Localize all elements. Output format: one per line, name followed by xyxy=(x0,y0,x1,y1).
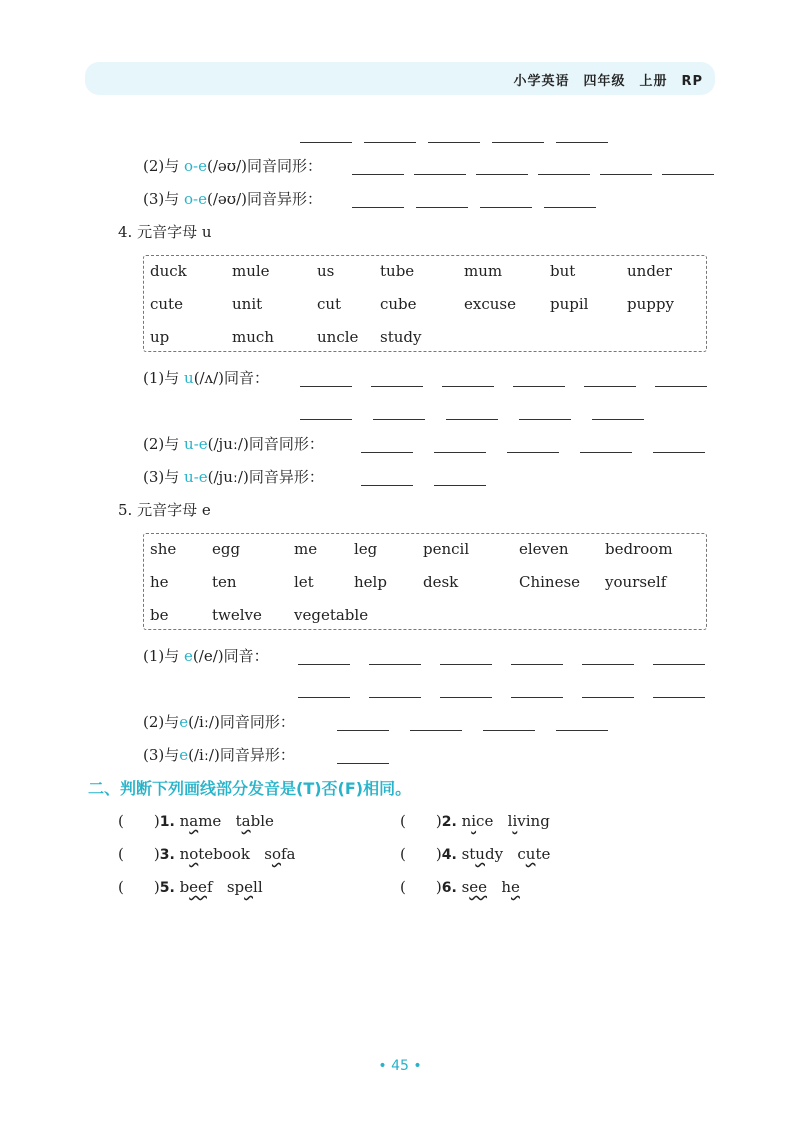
answer-blank[interactable] xyxy=(653,664,705,665)
word: duck xyxy=(150,262,187,280)
word: mum xyxy=(464,262,503,280)
word: me xyxy=(294,540,318,558)
tf-item-3: ( )3. notebook sofa xyxy=(118,845,296,863)
answer-blank[interactable] xyxy=(513,386,565,387)
answer-paren[interactable]: ( ) xyxy=(118,878,160,896)
word: study xyxy=(380,328,422,346)
answer-blank[interactable] xyxy=(653,697,705,698)
e-q1-line: (1)与 e(/e/)同音： xyxy=(143,647,269,665)
tf-item-2: ( )2. nice living xyxy=(400,812,550,830)
answer-blank[interactable] xyxy=(655,386,707,387)
word: puppy xyxy=(627,295,674,313)
answer-blank[interactable] xyxy=(440,664,492,665)
answer-blank[interactable] xyxy=(556,730,608,731)
answer-blank[interactable] xyxy=(352,207,404,208)
word: desk xyxy=(423,573,459,591)
o-q3-line: (3)与 o-e(/əʊ/)同音异形： xyxy=(143,190,323,208)
answer-blank[interactable] xyxy=(414,174,466,175)
word: much xyxy=(232,328,274,346)
page-number: • 45 • xyxy=(378,1058,422,1074)
answer-blank[interactable] xyxy=(298,697,350,698)
answer-blank[interactable] xyxy=(556,142,608,143)
o-q2-line: (2)与 o-e(/əʊ/)同音同形： xyxy=(143,157,323,175)
word: excuse xyxy=(464,295,516,313)
u-word-box xyxy=(143,255,707,352)
word: twelve xyxy=(212,606,262,624)
answer-blank[interactable] xyxy=(653,452,705,453)
answer-blank[interactable] xyxy=(538,174,590,175)
word: but xyxy=(550,262,576,280)
answer-blank[interactable] xyxy=(582,697,634,698)
answer-blank[interactable] xyxy=(410,730,462,731)
answer-blank[interactable] xyxy=(519,419,571,420)
word: let xyxy=(294,573,314,591)
answer-blank[interactable] xyxy=(580,452,632,453)
word: eleven xyxy=(519,540,569,558)
answer-blank[interactable] xyxy=(446,419,498,420)
answer-blank[interactable] xyxy=(352,174,404,175)
answer-blank[interactable] xyxy=(300,142,352,143)
answer-blank[interactable] xyxy=(434,452,486,453)
answer-blank[interactable] xyxy=(298,664,350,665)
answer-blank[interactable] xyxy=(544,207,596,208)
word: us xyxy=(317,262,335,280)
word: cute xyxy=(150,295,183,313)
word: yourself xyxy=(605,573,667,591)
answer-blank[interactable] xyxy=(480,207,532,208)
word: bedroom xyxy=(605,540,673,558)
answer-blank[interactable] xyxy=(361,485,413,486)
e-q3-line: (3)与e(/iː/)同音异形： xyxy=(143,746,295,764)
answer-blank[interactable] xyxy=(492,142,544,143)
word: uncle xyxy=(317,328,359,346)
answer-blank[interactable] xyxy=(416,207,468,208)
answer-blank[interactable] xyxy=(584,386,636,387)
word: mule xyxy=(232,262,270,280)
answer-paren[interactable]: ( ) xyxy=(400,878,442,896)
answer-blank[interactable] xyxy=(364,142,416,143)
word: up xyxy=(150,328,170,346)
answer-paren[interactable]: ( ) xyxy=(400,845,442,863)
section-2-title: 二、判断下列画线部分发音是(T)否(F)相同。 xyxy=(88,779,412,798)
word: Chinese xyxy=(519,573,581,591)
answer-blank[interactable] xyxy=(592,419,644,420)
word: vegetable xyxy=(294,606,369,624)
word: she xyxy=(150,540,177,558)
word: ten xyxy=(212,573,237,591)
answer-blank[interactable] xyxy=(371,386,423,387)
answer-blank[interactable] xyxy=(428,142,480,143)
word: he xyxy=(150,573,169,591)
answer-blank[interactable] xyxy=(361,452,413,453)
answer-blank[interactable] xyxy=(600,174,652,175)
tf-item-4: ( )4. study cute xyxy=(400,845,551,863)
word: egg xyxy=(212,540,241,558)
answer-paren[interactable]: ( ) xyxy=(400,812,442,830)
word: cut xyxy=(317,295,342,313)
u-q2-line: (2)与 u-e(/juː/)同音同形： xyxy=(143,435,324,453)
tf-item-6: ( )6. see he xyxy=(400,878,520,896)
header-title: 小学英语 四年级 上册 RP xyxy=(513,74,703,89)
u-q3-line: (3)与 u-e(/juː/)同音异形： xyxy=(143,468,324,486)
answer-blank[interactable] xyxy=(440,697,492,698)
word: leg xyxy=(354,540,378,558)
word: pencil xyxy=(423,540,470,558)
answer-blank[interactable] xyxy=(483,730,535,731)
answer-blank[interactable] xyxy=(582,664,634,665)
word: under xyxy=(627,262,672,280)
e-q2-line: (2)与e(/iː/)同音同形： xyxy=(143,713,295,731)
answer-blank[interactable] xyxy=(511,697,563,698)
answer-blank[interactable] xyxy=(511,664,563,665)
u-q1-line: (1)与 u(/ʌ/)同音： xyxy=(143,369,270,387)
word: cube xyxy=(380,295,417,313)
page-header xyxy=(85,62,715,95)
answer-paren[interactable]: ( ) xyxy=(118,845,160,863)
tf-item-1: ( )1. name table xyxy=(118,812,274,830)
answer-blank[interactable] xyxy=(337,763,389,764)
answer-blank[interactable] xyxy=(434,485,486,486)
answer-blank[interactable] xyxy=(662,174,714,175)
section-4-title: 4. 元音字母 u xyxy=(118,223,212,241)
answer-blank[interactable] xyxy=(476,174,528,175)
section-5-title: 5. 元音字母 e xyxy=(118,501,211,519)
word: be xyxy=(150,606,169,624)
word: unit xyxy=(232,295,263,313)
answer-blank[interactable] xyxy=(300,419,352,420)
answer-blank[interactable] xyxy=(369,697,421,698)
e-word-box xyxy=(143,533,707,630)
answer-blank[interactable] xyxy=(442,386,494,387)
tf-item-5: ( )5. beef spell xyxy=(118,878,263,896)
answer-blank[interactable] xyxy=(507,452,559,453)
answer-paren[interactable]: ( ) xyxy=(118,812,160,830)
word: help xyxy=(354,573,387,591)
answer-blank[interactable] xyxy=(373,419,425,420)
answer-blank[interactable] xyxy=(369,664,421,665)
word: tube xyxy=(380,262,415,280)
word: pupil xyxy=(550,295,589,313)
answer-blank[interactable] xyxy=(300,386,352,387)
answer-blank[interactable] xyxy=(337,730,389,731)
